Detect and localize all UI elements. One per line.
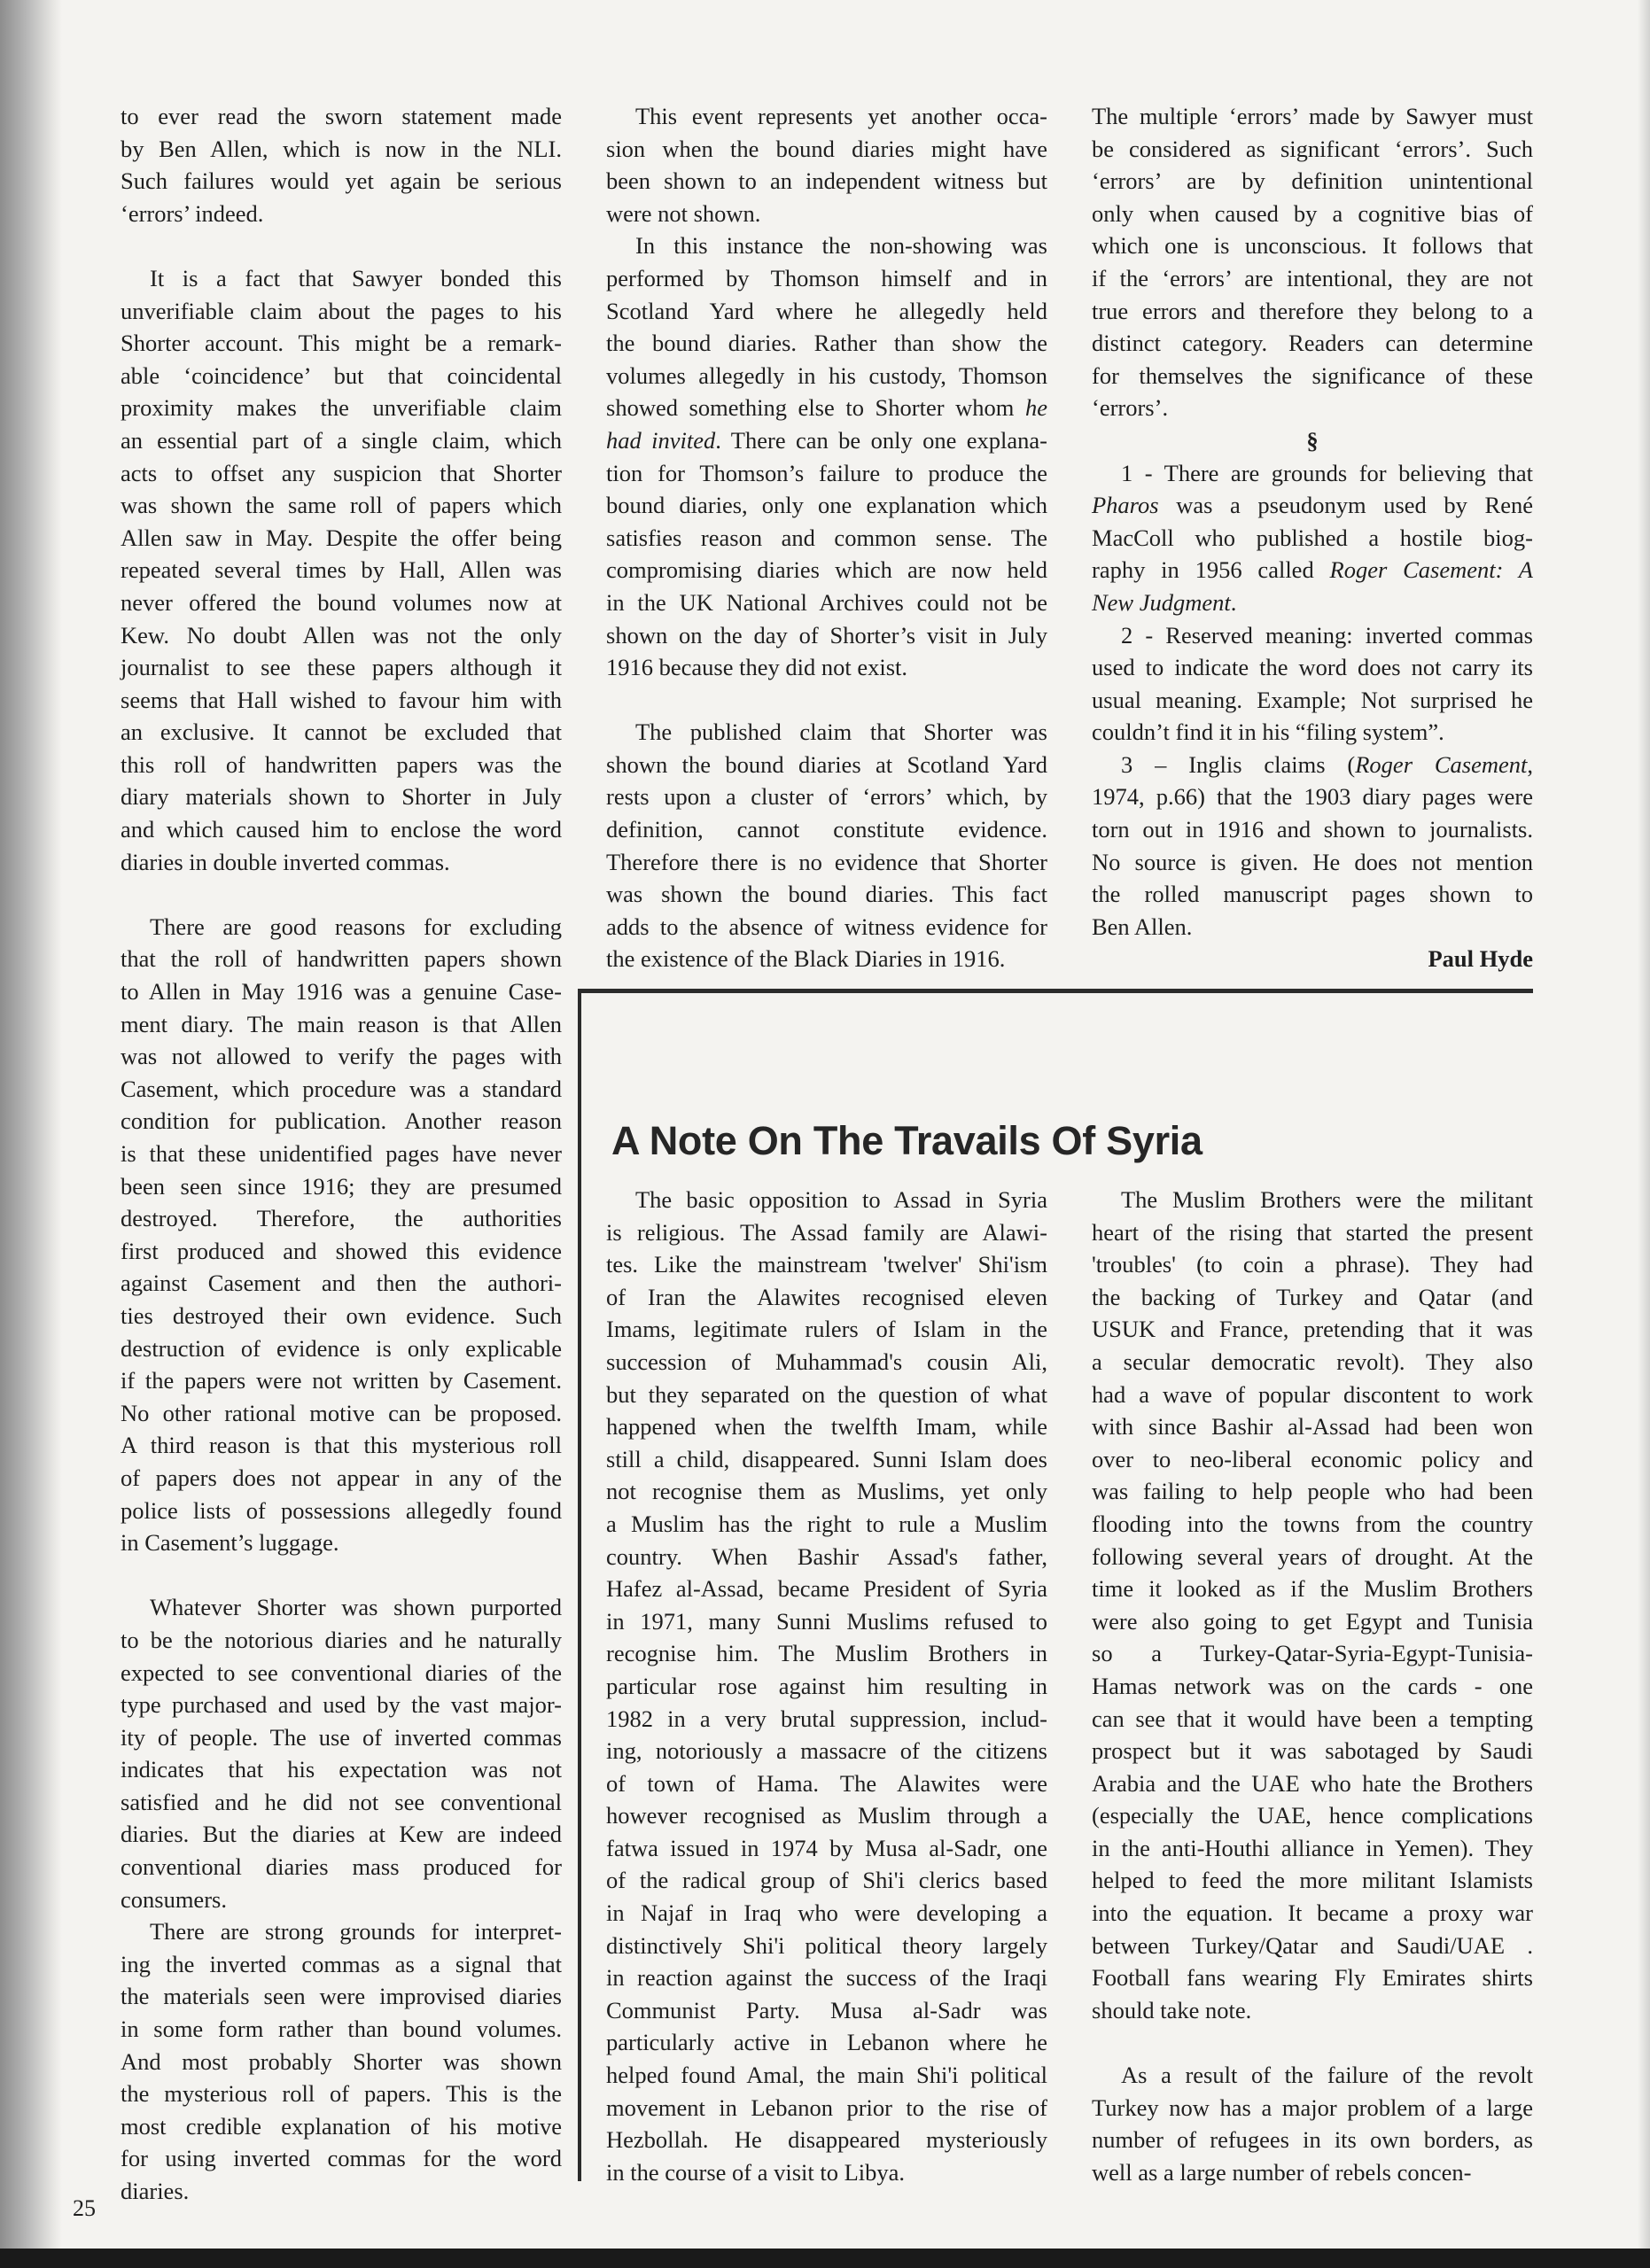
text-line: this roll of handwritten papers was the <box>121 750 562 778</box>
text-line: Hezbollah. He disappeared mysteriously <box>606 2126 1047 2154</box>
text-line: (especially the UAE, hence complications <box>1092 1802 1533 1829</box>
text-line: expected to see conventional diaries of the <box>121 1658 562 1686</box>
box-left-rule <box>578 989 581 2181</box>
text-line: torn out in 1916 and shown to journalists. <box>1092 816 1533 843</box>
text-line: had a wave of popular discontent to work <box>1092 1380 1533 1408</box>
text-line: of the radical group of Shi'i clerics based <box>606 1867 1047 1894</box>
text-line: consumers. <box>121 1885 227 1913</box>
text-line: diaries in double inverted commas. <box>121 848 450 875</box>
text-line: satisfies reason and common sense. The <box>606 524 1047 551</box>
text-line: still a child, disappeared. Sunni Islam does <box>606 1445 1047 1472</box>
text-line: Scotland Yard where he allegedly held <box>606 297 1047 324</box>
text-line: particularly active in Lebanon where he <box>606 2029 1047 2056</box>
text-line: an exclusive. It cannot be excluded that <box>121 718 562 746</box>
text-line: was shown the bound diaries. This fact <box>606 881 1047 908</box>
text-line: The Muslim Brothers were the militant <box>1121 1186 1533 1213</box>
text-line: for themselves the significance of these <box>1092 361 1533 389</box>
text-line: rests upon a cluster of ‘errors’ which, by <box>606 783 1047 811</box>
text-line: destroyed. Therefore, the authorities <box>121 1205 562 1232</box>
text-line: Arabia and the UAE who hate the Brothers <box>1092 1769 1533 1797</box>
text-line: able ‘coincidence’ but that coincidental <box>121 361 562 389</box>
text-line: in the anti-Houthi alliance in Yemen). They <box>1092 1834 1533 1861</box>
text-line: In this instance the non-showing was <box>635 232 1047 260</box>
text-line: can see that it would have been a tempting <box>1092 1705 1533 1732</box>
text-line: Turkey now has a major problem of a large <box>1092 2093 1533 2121</box>
text-line: by Ben Allen, which is now in the NLI. <box>121 135 562 162</box>
text-line: Casement, which procedure was a standard <box>121 1075 562 1102</box>
text-line: in 1971, many Sunni Muslims refused to <box>606 1607 1047 1635</box>
text-line: particular rose against him resulting in <box>606 1672 1047 1699</box>
text-line: in some form rather than bound volumes. <box>121 2016 562 2043</box>
text-line: fatwa issued in 1974 by Musa al-Sadr, one <box>606 1834 1047 1861</box>
article-title: A Note On The Travails Of Syria <box>611 1118 1202 1163</box>
text-line: condition for publication. Another reason <box>121 1107 562 1135</box>
text-line: diary materials shown to Shorter in July <box>121 783 562 811</box>
text-line: happened when the twelfth Imam, while <box>606 1413 1047 1441</box>
text-line: distinctively Shi'i political theory largely <box>606 1931 1047 1959</box>
text-line: if the ‘errors’ are intentional, they are not <box>1092 264 1533 291</box>
text-line: volumes allegedly in his custody, Thomson <box>606 361 1047 389</box>
text-line: in Najaf in Iraq who were developing a <box>606 1899 1047 1927</box>
text-line: Ben Allen. <box>1092 913 1193 940</box>
text-line: USUK and France, pretending that it was <box>1092 1316 1533 1343</box>
text-line: type purchased and used by the vast major- <box>121 1691 562 1719</box>
paragraph-gap <box>121 878 562 911</box>
text-line: distinct category. Readers can determine <box>1092 330 1533 357</box>
text-line: showed something else to Shorter whom he <box>606 394 1047 422</box>
text-line: first produced and showed this evidence <box>121 1237 562 1264</box>
text-line: shown on the day of Shorter’s visit in July <box>606 621 1047 649</box>
text-line: movement in Lebanon prior to the rise of <box>606 2093 1047 2121</box>
text-line: indicates that his expectation was not <box>121 1756 562 1783</box>
text-line: used to indicate the word does not carry its <box>1092 654 1533 681</box>
article-column-3 <box>1092 100 1533 975</box>
text-line: And most probably Shorter was shown <box>121 2047 562 2075</box>
text-line: most credible explanation of his motive <box>121 2112 562 2140</box>
text-line: shown the bound diaries at Scotland Yard <box>606 750 1047 778</box>
text-line: raphy in 1956 called Roger Casement: A <box>1092 556 1533 584</box>
text-line: of papers does not appear in any of the <box>121 1464 562 1491</box>
text-line: Hamas network was on the cards - one <box>1092 1672 1533 1699</box>
paragraph-gap <box>121 229 562 262</box>
text-line: over to neo-liberal economic policy and <box>1092 1445 1533 1472</box>
text-line: As a result of the failure of the revolt <box>1121 2062 1533 2089</box>
paragraph-gap <box>606 684 1047 717</box>
page-edge-right <box>1638 0 1650 2268</box>
text-line: Shorter account. This might be a remark- <box>121 330 562 357</box>
text-line: Therefore there is no evidence that Shorter <box>606 848 1047 875</box>
text-line: time it looked as if the Muslim Brothers <box>1092 1575 1533 1603</box>
text-line: a secular democratic revolt). They also <box>1092 1348 1533 1375</box>
text-line: repeated several times by Hall, Allen was <box>121 556 562 584</box>
text-line: between Turkey/Qatar and Saudi/UAE . <box>1092 1931 1533 1959</box>
text-line: for using inverted commas for the word <box>121 2145 562 2172</box>
text-line: seems that Hall wished to favour him with <box>121 686 562 713</box>
text-line: that the roll of handwritten papers shown <box>121 945 562 973</box>
text-line: acts to offset any suspicion that Shorter <box>121 459 562 486</box>
text-line: with since Bashir al-Assad had been won <box>1092 1413 1533 1441</box>
syria-column-1 <box>606 1184 1047 2188</box>
text-line: been seen since 1916; they are presumed <box>121 1172 562 1200</box>
text-line: been shown to an independent witness but <box>606 167 1047 195</box>
text-line: Football fans wearing Fly Emirates shirts <box>1092 1964 1533 1992</box>
text-line: in reaction against the success of the Iraqi <box>606 1964 1047 1992</box>
text-line: the existence of the Black Diaries in 1916. <box>606 945 1006 973</box>
text-line: It is a fact that Sawyer bonded this <box>150 264 562 291</box>
article-column-1 <box>121 100 562 2208</box>
text-line: number of refugees in its own borders, as <box>1092 2126 1533 2154</box>
text-line: not recognise them as Muslims, yet only <box>606 1478 1047 1505</box>
text-line: only when caused by a cognitive bias of <box>1092 199 1533 227</box>
text-line: 1916 because they did not exist. <box>606 654 908 681</box>
text-line: but they separated on the question of what <box>606 1380 1047 1408</box>
text-line: sion when the bound diaries might have <box>606 135 1047 162</box>
text-line: The published claim that Shorter was <box>635 718 1047 746</box>
page-number: 25 <box>73 2195 96 2221</box>
text-line: the bound diaries. Rather than show the <box>606 330 1047 357</box>
text-line: 1982 in a very brutal suppression, includ- <box>606 1705 1047 1732</box>
text-line: an essential part of a single claim, which <box>121 426 562 454</box>
text-line: against Casement and then the authori- <box>121 1270 562 1297</box>
text-line: heart of the rising that started the present <box>1092 1218 1533 1246</box>
syria-column-2 <box>1092 1184 1533 2188</box>
text-line: ing the inverted commas as a signal that <box>121 1950 562 1977</box>
text-line: There are strong grounds for interpret- <box>150 1918 562 1946</box>
text-line: This event represents yet another occa- <box>635 103 1047 129</box>
text-line: Communist Party. Musa al-Sadr was <box>606 1996 1047 2023</box>
text-line: couldn’t find it in his “filing system”. <box>1092 718 1444 746</box>
text-line: unverifiable claim about the pages to his <box>121 297 562 324</box>
page-edge-shadow <box>0 0 62 2268</box>
text-line: true errors and therefore they belong to a <box>1092 297 1533 324</box>
text-line: however recognised as Muslim through a <box>606 1802 1047 1829</box>
text-line: ity of people. The use of inverted commas <box>121 1723 562 1751</box>
text-line: if the papers were not written by Casement. <box>121 1367 562 1394</box>
text-line: ‘errors’ are by definition unintentional <box>1092 167 1533 195</box>
text-line: in Casement’s luggage. <box>121 1529 339 1557</box>
text-line: to Allen in May 1916 was a genuine Case- <box>121 978 562 1006</box>
text-line: definition, cannot constitute evidence. <box>606 816 1047 843</box>
text-line: MacColl who published a hostile biog- <box>1092 524 1533 551</box>
text-line: No source is given. He does not mention <box>1092 848 1533 875</box>
text-line: flooding into the towns from the country <box>1092 1510 1533 1537</box>
text-line: of town of Hama. The Alawites were <box>606 1769 1047 1797</box>
text-line: prospect but it was sabotaged by Saudi <box>1092 1737 1533 1765</box>
text-line: tes. Like the mainstream 'twelver' Shi'ism <box>606 1251 1047 1278</box>
paragraph-gap <box>121 1559 562 1592</box>
text-line: usual meaning. Example; Not surprised he <box>1092 686 1533 713</box>
text-line: Allen saw in May. Despite the offer being <box>121 524 562 551</box>
text-line: conventional diaries mass produced for <box>121 1853 562 1881</box>
text-line: proximity makes the unverifiable claim <box>121 394 562 422</box>
text-line: should take note. <box>1092 1996 1252 2023</box>
text-line: destruction of evidence is only explicable <box>121 1334 562 1362</box>
text-line: ‘errors’. <box>1092 394 1169 422</box>
text-line: into the equation. It became a proxy war <box>1092 1899 1533 1927</box>
text-line: The multiple ‘errors’ made by Sawyer must <box>1092 103 1533 129</box>
text-line: diaries. <box>121 2178 190 2204</box>
text-line: satisfied and he did not see conventional <box>121 1788 562 1815</box>
text-line: Kew. No doubt Allen was not the only <box>121 621 562 649</box>
box-top-rule <box>578 989 1533 993</box>
text-line: were also going to get Egypt and Tunisia <box>1092 1607 1533 1635</box>
text-line: to ever read the sworn statement made <box>121 103 562 129</box>
text-line: Whatever Shorter was shown purported <box>150 1594 562 1621</box>
paragraph-gap <box>1092 2026 1533 2059</box>
text-line: was shown the same roll of papers which <box>121 492 562 519</box>
text-line: following several years of drought. At the <box>1092 1542 1533 1570</box>
text-line: 1974, p.66) that the 1903 diary pages were <box>1092 783 1533 811</box>
text-line: in the course of a visit to Libya. <box>606 2158 906 2186</box>
text-line: is that these unidentified pages have never <box>121 1140 562 1167</box>
text-line: were not shown. <box>606 199 761 227</box>
text-line: ing, notoriously a massacre of the citizens <box>606 1737 1047 1765</box>
text-line: Such failures would yet again be serious <box>121 167 562 195</box>
text-line: helped to feed the more militant Islamists <box>1092 1867 1533 1894</box>
scan-bottom-edge <box>0 2249 1650 2268</box>
text-line: ‘errors’ indeed. <box>121 199 264 227</box>
text-line: diaries. But the diaries at Kew are indeed <box>121 1821 562 1848</box>
text-line: a Muslim has the right to rule a Muslim <box>606 1510 1047 1537</box>
text-line: tion for Thomson’s failure to produce the <box>606 459 1047 486</box>
text-line: helped found Amal, the main Shi'i political <box>606 2062 1047 2089</box>
text-line: New Judgment. <box>1092 588 1237 616</box>
text-line: There are good reasons for excluding <box>150 913 562 940</box>
text-line: is religious. The Assad family are Alawi- <box>606 1218 1047 1246</box>
text-line: was failing to help people who had been <box>1092 1478 1533 1505</box>
text-line: the mysterious roll of papers. This is the <box>121 2080 562 2108</box>
article-column-2 <box>606 100 1047 975</box>
text-line: police lists of possessions allegedly found <box>121 1496 562 1524</box>
text-line: 1 - There are grounds for believing that <box>1121 459 1533 486</box>
article-column-3-body <box>1092 100 1533 424</box>
text-line: adds to the absence of witness evidence for <box>606 913 1047 940</box>
text-line: recognise him. The Muslim Brothers in <box>606 1640 1047 1667</box>
text-line: 3 – Inglis claims (Roger Casement, <box>1121 750 1533 778</box>
text-line: 'troubles' (to coin a phrase). They had <box>1092 1251 1533 1278</box>
text-line: the backing of Turkey and Qatar (and <box>1092 1283 1533 1310</box>
text-line: which one is unconscious. It follows that <box>1092 232 1533 260</box>
text-line: A third reason is that this mysterious roll <box>121 1432 562 1459</box>
text-line: compromising diaries which are now held <box>606 556 1047 584</box>
text-line: bound diaries, only one explanation which <box>606 492 1047 519</box>
text-line: be considered as significant ‘errors’. Such <box>1092 135 1533 162</box>
text-line: Hafez al-Assad, became President of Syria <box>606 1575 1047 1603</box>
text-line: ment diary. The main reason is that Allen <box>121 1010 562 1037</box>
text-line: No other rational motive can be proposed. <box>121 1399 562 1426</box>
text-line: ties destroyed their own evidence. Such <box>121 1301 562 1329</box>
text-line: Pharos was a pseudonym used by René <box>1092 492 1533 519</box>
author-signature: Paul Hyde <box>1428 945 1533 973</box>
text-line: the materials seen were improvised diaries <box>121 1983 562 2010</box>
text-line: to be the notorious diaries and he naturally <box>121 1626 562 1653</box>
text-line: of Iran the Alawites recognised eleven <box>606 1283 1047 1310</box>
text-line: succession of Muhammad's cousin Ali, <box>606 1348 1047 1375</box>
text-line: journalist to see these papers although it <box>121 654 562 681</box>
section-mark: § <box>1306 426 1319 454</box>
text-line: in the UK National Archives could not be <box>606 588 1047 616</box>
text-line: country. When Bashir Assad's father, <box>606 1542 1047 1570</box>
text-line: was not allowed to verify the pages with <box>121 1043 562 1070</box>
text-line: 2 - Reserved meaning: inverted commas <box>1121 621 1533 649</box>
text-line: The basic opposition to Assad in Syria <box>635 1186 1047 1213</box>
text-line: well as a large number of rebels concen- <box>1092 2158 1472 2186</box>
text-line: and which caused him to enclose the word <box>121 816 562 843</box>
text-line: so a Turkey-Qatar-Syria-Egypt-Tunisia- <box>1092 1640 1533 1667</box>
text-line: had invited. There can be only one explana- <box>606 426 1047 454</box>
text-line: Imams, legitimate rulers of Islam in the <box>606 1316 1047 1343</box>
text-line: performed by Thomson himself and in <box>606 264 1047 291</box>
text-line: the rolled manuscript pages shown to <box>1092 881 1533 908</box>
text-line: never offered the bound volumes now at <box>121 588 562 616</box>
footnotes <box>1092 457 1533 944</box>
